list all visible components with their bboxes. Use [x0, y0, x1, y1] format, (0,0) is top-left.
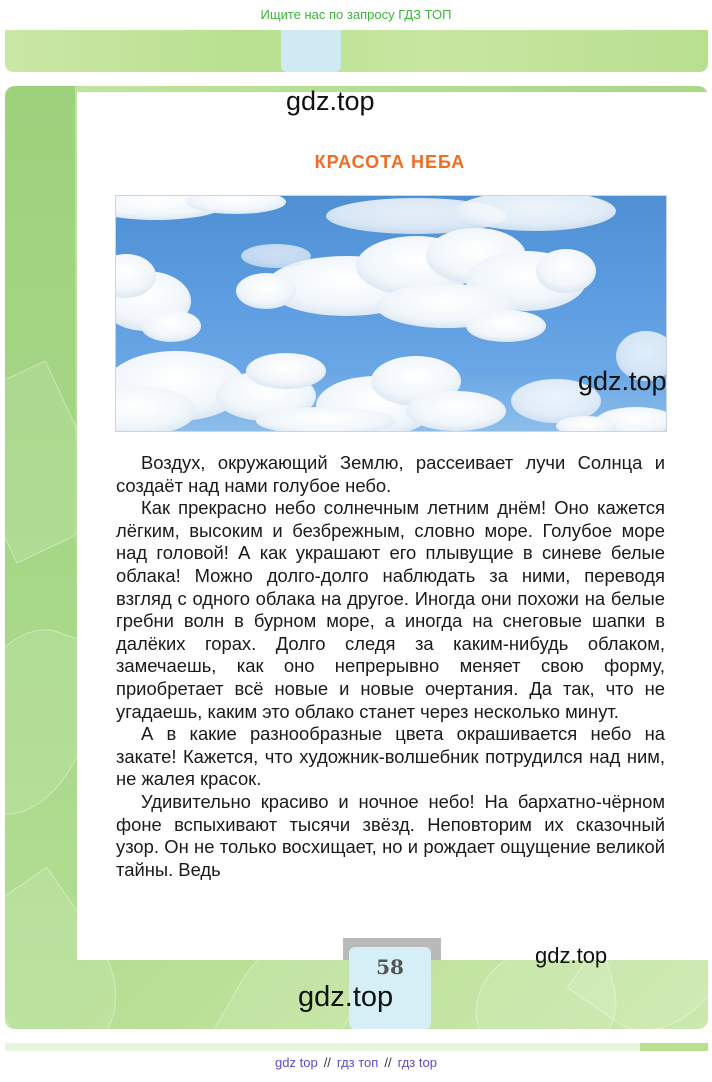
paragraph: Воздух, окружающий Землю, рассеивает лучи Солнца и создаёт над нами голубое небо. — [116, 452, 665, 496]
previous-page-strip — [5, 30, 708, 72]
footer-links — [0, 1055, 712, 1070]
page-number: 58 — [376, 955, 404, 979]
watermark: gdz.top — [578, 366, 667, 396]
footer-link-gdz-top[interactable]: gdz top — [275, 1055, 318, 1070]
watermark: gdz.top — [535, 943, 608, 968]
next-page-strip-accent — [640, 1043, 708, 1051]
article-text — [116, 452, 665, 881]
footer-separator: // — [384, 1055, 392, 1070]
paragraph: Удивительно красиво и ночное небо! На бархатно-чёрном фоне вспыхивают тысячи звёзд. Неповторим их сказочный узор. Он не только восхищает, но и рождает ощущение великой тайны. Ведь — [116, 790, 665, 880]
watermark: gdz.top — [286, 86, 375, 116]
previous-page-tab — [281, 30, 341, 72]
footer-link-gdz-top-mixed[interactable]: гдз top — [397, 1055, 437, 1070]
watermark: gdz.top — [298, 981, 394, 1013]
top-notice-text: Ищите нас по запросу ГДЗ ТОП — [260, 7, 452, 22]
top-notice-bar — [0, 0, 712, 30]
page-title: КРАСОТА НЕБА — [314, 152, 466, 172]
footer-separator: // — [323, 1055, 331, 1070]
footer-link-gdz-top-ru[interactable]: гдз топ — [336, 1055, 379, 1070]
next-page-strip — [5, 1043, 708, 1051]
paragraph: Как прекрасно небо солнечным летним днём! Оно кажется лёгким, высоким и безбрежным, словно море. Голубое море над головой! А как украшают его плывущие в синеве белые облака! Можно долго-долго наблюдать за ними, переводя взгляд с одного облака на другое. Иногда они похожи на белые гребни волн в бурном море, а иногда на снеговые шапки в далёких горах. Долго следя за каким-нибудь облаком, замечаешь, как оно непрерывно меняет свою форму, приобретает всё новые и новые очертания. Да так, что не угадаешь, каким это облако станет через несколько минут. — [116, 497, 665, 722]
paragraph: А в какие разнообразные цвета окрашивается небо на закате! Кажется, что художник-волшебник потрудился над ним, не жалея красок. — [116, 723, 665, 790]
